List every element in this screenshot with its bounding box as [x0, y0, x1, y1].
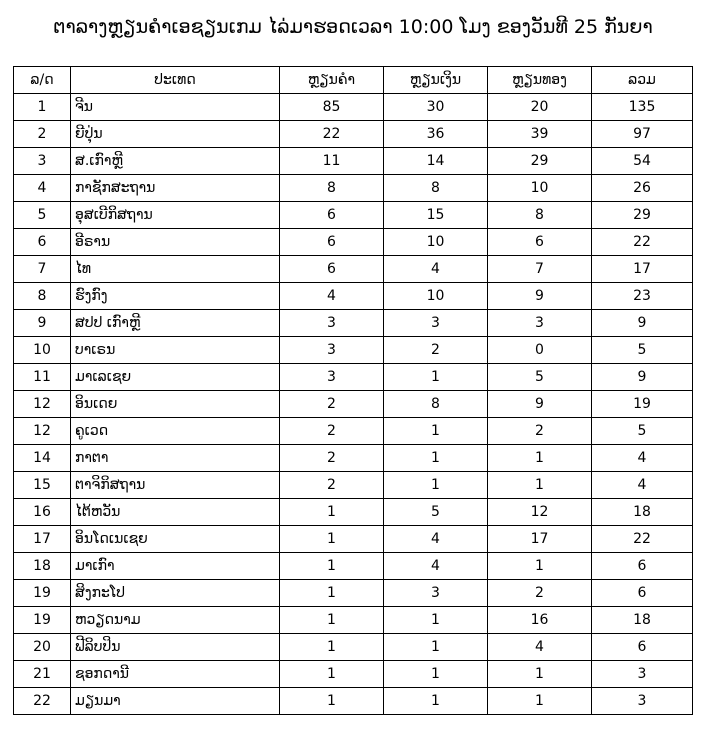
- table-row: [14, 472, 693, 499]
- header-bronze: ຫຼຽນທອງ: [488, 67, 592, 94]
- cell-bronze: 0: [488, 337, 592, 364]
- cell-bronze: 39: [488, 121, 592, 148]
- cell-gold: 3: [280, 364, 384, 391]
- table-row: [14, 526, 693, 553]
- cell-total: 6: [592, 580, 693, 607]
- cell-gold: 3: [280, 337, 384, 364]
- table-row: [14, 499, 693, 526]
- table-row: [14, 445, 693, 472]
- cell-gold: 85: [280, 94, 384, 121]
- cell-silver: 1: [384, 661, 488, 688]
- cell-bronze: 17: [488, 526, 592, 553]
- cell-silver: 1: [384, 418, 488, 445]
- cell-country: ອຸສເບີກິສຖານ: [71, 202, 280, 229]
- cell-rank: 7: [14, 256, 71, 283]
- cell-gold: 2: [280, 418, 384, 445]
- cell-silver: 2: [384, 337, 488, 364]
- cell-rank: 22: [14, 688, 71, 715]
- cell-country: ບາເຣນ: [71, 337, 280, 364]
- cell-silver: 1: [384, 472, 488, 499]
- table-row: [14, 364, 693, 391]
- cell-country: ອິນໂດເນເຊຍ: [71, 526, 280, 553]
- cell-rank: 1: [14, 94, 71, 121]
- cell-gold: 1: [280, 580, 384, 607]
- cell-total: 5: [592, 337, 693, 364]
- cell-rank: 12: [14, 418, 71, 445]
- cell-silver: 10: [384, 229, 488, 256]
- cell-bronze: 8: [488, 202, 592, 229]
- cell-country: ອີຣານ: [71, 229, 280, 256]
- cell-country: ຊອກດານີ: [71, 661, 280, 688]
- table-row: [14, 634, 693, 661]
- cell-gold: 1: [280, 688, 384, 715]
- table-row: [14, 202, 693, 229]
- cell-country: ກາຊັກສະຖານ: [71, 175, 280, 202]
- table-row: [14, 391, 693, 418]
- cell-gold: 1: [280, 607, 384, 634]
- table-row: [14, 607, 693, 634]
- cell-bronze: 12: [488, 499, 592, 526]
- header-country: ປະເທດ: [71, 67, 280, 94]
- cell-silver: 8: [384, 175, 488, 202]
- table-row: [14, 418, 693, 445]
- cell-total: 9: [592, 310, 693, 337]
- cell-country: ມາເກົາ: [71, 553, 280, 580]
- cell-silver: 5: [384, 499, 488, 526]
- cell-total: 23: [592, 283, 693, 310]
- table-row: [14, 229, 693, 256]
- cell-total: 4: [592, 445, 693, 472]
- cell-total: 5: [592, 418, 693, 445]
- cell-gold: 1: [280, 553, 384, 580]
- cell-gold: 3: [280, 310, 384, 337]
- page-title: ຕາລາງຫຼຽນຄໍາເອຊຽນເກມ ໄລ່ມາຮອດເວລາ 10:00 ໂມງ ຂອງວັນທີ 25 ກັນຍາ: [53, 16, 653, 38]
- table-row: [14, 94, 693, 121]
- cell-rank: 10: [14, 337, 71, 364]
- cell-total: 18: [592, 499, 693, 526]
- cell-total: 97: [592, 121, 693, 148]
- table-row: [14, 283, 693, 310]
- cell-bronze: 5: [488, 364, 592, 391]
- header-total: ລວມ: [592, 67, 693, 94]
- table-row: [14, 661, 693, 688]
- cell-total: 17: [592, 256, 693, 283]
- cell-rank: 4: [14, 175, 71, 202]
- cell-rank: 17: [14, 526, 71, 553]
- cell-bronze: 6: [488, 229, 592, 256]
- header-row: [14, 67, 693, 94]
- cell-gold: 22: [280, 121, 384, 148]
- cell-rank: 8: [14, 283, 71, 310]
- table-row: [14, 310, 693, 337]
- cell-gold: 6: [280, 202, 384, 229]
- cell-silver: 10: [384, 283, 488, 310]
- cell-total: 3: [592, 688, 693, 715]
- cell-gold: 1: [280, 661, 384, 688]
- table-row: [14, 688, 693, 715]
- cell-bronze: 1: [488, 688, 592, 715]
- cell-rank: 12: [14, 391, 71, 418]
- cell-rank: 14: [14, 445, 71, 472]
- cell-rank: 11: [14, 364, 71, 391]
- cell-gold: 8: [280, 175, 384, 202]
- cell-bronze: 9: [488, 283, 592, 310]
- cell-silver: 1: [384, 364, 488, 391]
- cell-gold: 1: [280, 499, 384, 526]
- table-row: [14, 148, 693, 175]
- cell-total: 22: [592, 526, 693, 553]
- cell-bronze: 1: [488, 445, 592, 472]
- cell-total: 3: [592, 661, 693, 688]
- cell-country: ຫວຽດນາມ: [71, 607, 280, 634]
- cell-rank: 9: [14, 310, 71, 337]
- cell-total: 135: [592, 94, 693, 121]
- header-silver: ຫຼຽນເງິນ: [384, 67, 488, 94]
- cell-silver: 4: [384, 256, 488, 283]
- cell-gold: 2: [280, 445, 384, 472]
- cell-bronze: 1: [488, 661, 592, 688]
- cell-country: ມາເລເຊຍ: [71, 364, 280, 391]
- cell-silver: 1: [384, 445, 488, 472]
- header-gold: ຫຼຽນຄໍາ: [280, 67, 384, 94]
- cell-silver: 8: [384, 391, 488, 418]
- cell-gold: 2: [280, 472, 384, 499]
- cell-bronze: 10: [488, 175, 592, 202]
- cell-country: ໄຕ້ຫວັນ: [71, 499, 280, 526]
- cell-bronze: 2: [488, 418, 592, 445]
- cell-silver: 1: [384, 688, 488, 715]
- cell-total: 4: [592, 472, 693, 499]
- table-row: [14, 337, 693, 364]
- cell-bronze: 1: [488, 472, 592, 499]
- cell-bronze: 20: [488, 94, 592, 121]
- cell-country: ກາຕາ: [71, 445, 280, 472]
- cell-country: ຄູເວດ: [71, 418, 280, 445]
- cell-country: ຟີລິບປິນ: [71, 634, 280, 661]
- cell-silver: 14: [384, 148, 488, 175]
- medal-table: [13, 66, 693, 715]
- cell-total: 19: [592, 391, 693, 418]
- cell-bronze: 4: [488, 634, 592, 661]
- cell-silver: 3: [384, 580, 488, 607]
- cell-bronze: 7: [488, 256, 592, 283]
- cell-silver: 1: [384, 607, 488, 634]
- cell-country: ອິນເດຍ: [71, 391, 280, 418]
- cell-rank: 3: [14, 148, 71, 175]
- cell-bronze: 2: [488, 580, 592, 607]
- cell-rank: 19: [14, 607, 71, 634]
- table-row: [14, 121, 693, 148]
- cell-silver: 4: [384, 553, 488, 580]
- cell-rank: 6: [14, 229, 71, 256]
- cell-rank: 15: [14, 472, 71, 499]
- cell-silver: 36: [384, 121, 488, 148]
- cell-rank: 20: [14, 634, 71, 661]
- cell-gold: 6: [280, 256, 384, 283]
- cell-rank: 18: [14, 553, 71, 580]
- cell-gold: 1: [280, 634, 384, 661]
- cell-total: 6: [592, 553, 693, 580]
- cell-silver: 4: [384, 526, 488, 553]
- cell-rank: 19: [14, 580, 71, 607]
- cell-gold: 1: [280, 526, 384, 553]
- table-body: [14, 94, 693, 715]
- cell-country: ຍີປຸ່ນ: [71, 121, 280, 148]
- cell-gold: 2: [280, 391, 384, 418]
- table-row: [14, 553, 693, 580]
- cell-country: ສ.ເກົາຫຼີ: [71, 148, 280, 175]
- cell-silver: 15: [384, 202, 488, 229]
- cell-country: ຮົງກົງ: [71, 283, 280, 310]
- table-row: [14, 175, 693, 202]
- table-row: [14, 256, 693, 283]
- cell-country: ມຽນມາ: [71, 688, 280, 715]
- cell-rank: 2: [14, 121, 71, 148]
- cell-rank: 21: [14, 661, 71, 688]
- cell-bronze: 3: [488, 310, 592, 337]
- cell-silver: 30: [384, 94, 488, 121]
- cell-total: 6: [592, 634, 693, 661]
- cell-total: 9: [592, 364, 693, 391]
- cell-total: 54: [592, 148, 693, 175]
- cell-gold: 11: [280, 148, 384, 175]
- cell-bronze: 29: [488, 148, 592, 175]
- cell-country: ໄທ: [71, 256, 280, 283]
- cell-bronze: 16: [488, 607, 592, 634]
- table-row: [14, 580, 693, 607]
- cell-silver: 3: [384, 310, 488, 337]
- header-rank: ລ/ດ: [14, 67, 71, 94]
- cell-gold: 6: [280, 229, 384, 256]
- cell-silver: 1: [384, 634, 488, 661]
- cell-total: 26: [592, 175, 693, 202]
- cell-total: 22: [592, 229, 693, 256]
- cell-total: 18: [592, 607, 693, 634]
- cell-country: ສປປ ເກົາຫຼີ: [71, 310, 280, 337]
- cell-country: ຕາຈິກິສຖານ: [71, 472, 280, 499]
- cell-total: 29: [592, 202, 693, 229]
- cell-rank: 5: [14, 202, 71, 229]
- cell-bronze: 9: [488, 391, 592, 418]
- cell-rank: 16: [14, 499, 71, 526]
- cell-gold: 4: [280, 283, 384, 310]
- cell-bronze: 1: [488, 553, 592, 580]
- cell-country: ສິງກະໂປ: [71, 580, 280, 607]
- cell-country: ຈີນ: [71, 94, 280, 121]
